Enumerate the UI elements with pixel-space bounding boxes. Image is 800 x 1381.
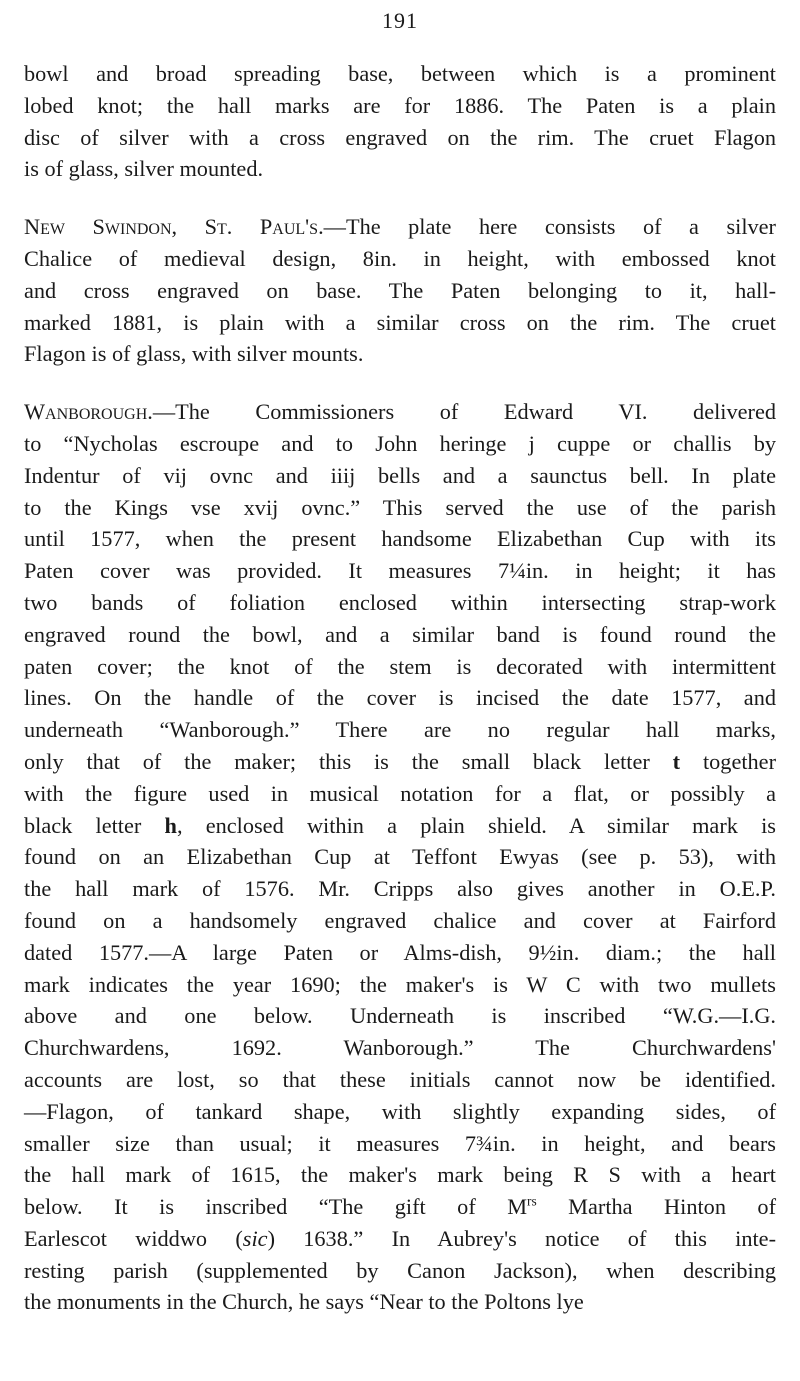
text-line: with the figure used in musical notation for a flat, or possibly a xyxy=(24,780,776,806)
text-fragment: —The plate here consists of a silver xyxy=(323,214,776,240)
paragraph-wanborough xyxy=(24,396,776,1318)
text-line: found on an Elizabethan Cup at Teffont Ewyas (see p. 53), with xyxy=(24,844,776,870)
text-line: Chalice of medieval design, 8in. in height, with embossed knot xyxy=(24,245,776,271)
text-line xyxy=(24,746,776,778)
paragraph-continuation xyxy=(24,58,776,185)
black-letter-mark: h xyxy=(164,812,177,838)
text-line: is of glass, silver mounted. xyxy=(24,156,264,182)
text-line xyxy=(24,810,776,842)
text-line xyxy=(24,211,776,243)
text-fragment: below. It is inscribed “The gift of M xyxy=(24,1194,528,1220)
text-line: bowl and broad spreading base, between which is a prominent xyxy=(24,61,776,86)
text-fragment: ) 1638.” In Aubrey's notice of this inte- xyxy=(267,1225,777,1251)
text-line: until 1577, when the present handsome Elizabethan Cup with its xyxy=(24,526,776,552)
page-number: 191 xyxy=(382,8,418,33)
paragraph-heading: Wanborough. xyxy=(24,399,153,425)
body-text xyxy=(24,58,776,1318)
text-line: to “Nycholas escroupe and to John heringe j cuppe or challis by xyxy=(24,430,776,456)
superscript: rs xyxy=(527,1193,537,1209)
text-line: Indentur of vij ovnc and iiij bells and a saunctus bell. In plate xyxy=(24,462,776,488)
text-line: two bands of foliation enclosed within intersecting strap-work xyxy=(24,589,776,615)
text-line: lobed knot; the hall marks are for 1886. The Paten is a plain xyxy=(24,92,776,118)
text-line: accounts are lost, so that these initials cannot now be identified. xyxy=(24,1066,776,1092)
text-line: —Flagon, of tankard shape, with slightly expanding sides, of xyxy=(24,1098,776,1124)
black-letter-mark: t xyxy=(672,748,681,774)
italic-sic: sic xyxy=(242,1225,268,1251)
text-line: above and one below. Underneath is inscribed “W.G.—I.G. xyxy=(24,1003,776,1029)
text-line xyxy=(24,1191,776,1223)
text-line: mark indicates the year 1690; the maker's is W C with two mullets xyxy=(24,971,776,997)
text-line: underneath “Wanborough.” There are no regular hall marks, xyxy=(24,717,776,743)
text-line: engraved round the bowl, and a similar band is found round the xyxy=(24,621,776,647)
text-line: found on a handsomely engraved chalice and cover at Fairford xyxy=(24,907,776,933)
text-fragment: —The Commissioners of Edward VI. delivered xyxy=(152,399,776,425)
text-line xyxy=(24,1223,776,1255)
text-line: paten cover; the knot of the stem is decorated with intermittent xyxy=(24,653,776,679)
text-fragment: , enclosed within a plain shield. A similar mark is xyxy=(176,812,776,838)
text-line: the hall mark of 1576. Mr. Cripps also gives another in O.E.P. xyxy=(24,876,776,902)
text-line xyxy=(24,396,776,428)
text-line: dated 1577.—A large Paten or Alms-dish, 9½in. diam.; the hall xyxy=(24,939,776,965)
text-line: marked 1881, is plain with a similar cross on the rim. The cruet xyxy=(24,309,776,335)
text-line: and cross engraved on base. The Paten belonging to it, hall- xyxy=(24,277,776,303)
text-fragment: Martha Hinton of xyxy=(568,1194,777,1220)
text-line: resting parish (supplemented by Canon Jackson), when describing xyxy=(24,1257,776,1283)
paragraph-new-swindon xyxy=(24,211,776,370)
text-line: smaller size than usual; it measures 7¾in. in height, and bears xyxy=(24,1130,776,1156)
text-line: to the Kings vse xvij ovnc.” This served the use of the parish xyxy=(24,494,776,520)
paragraph-heading: New Swindon, St. Paul's. xyxy=(24,214,324,240)
text-line: Flagon is of glass, with silver mounts. xyxy=(24,341,364,367)
text-line: Churchwardens, 1692. Wanborough.” The Churchwardens' xyxy=(24,1035,776,1061)
text-fragment: together xyxy=(702,748,777,774)
text-line: disc of silver with a cross engraved on the rim. The cruet Flagon xyxy=(24,124,776,150)
text-line: Paten cover was provided. It measures 7¼in. in height; it has xyxy=(24,558,776,584)
text-line: the monuments in the Church, he says “Near to the Poltons lye xyxy=(24,1289,584,1315)
text-fragment: only that of the maker; this is the small black letter xyxy=(24,748,650,774)
text-line: lines. On the handle of the cover is incised the date 1577, and xyxy=(24,685,776,711)
text-fragment: black letter xyxy=(24,812,142,838)
text-line: the hall mark of 1615, the maker's mark being R S with a heart xyxy=(24,1162,776,1188)
text-fragment: Earlescot widdwo ( xyxy=(24,1225,243,1251)
